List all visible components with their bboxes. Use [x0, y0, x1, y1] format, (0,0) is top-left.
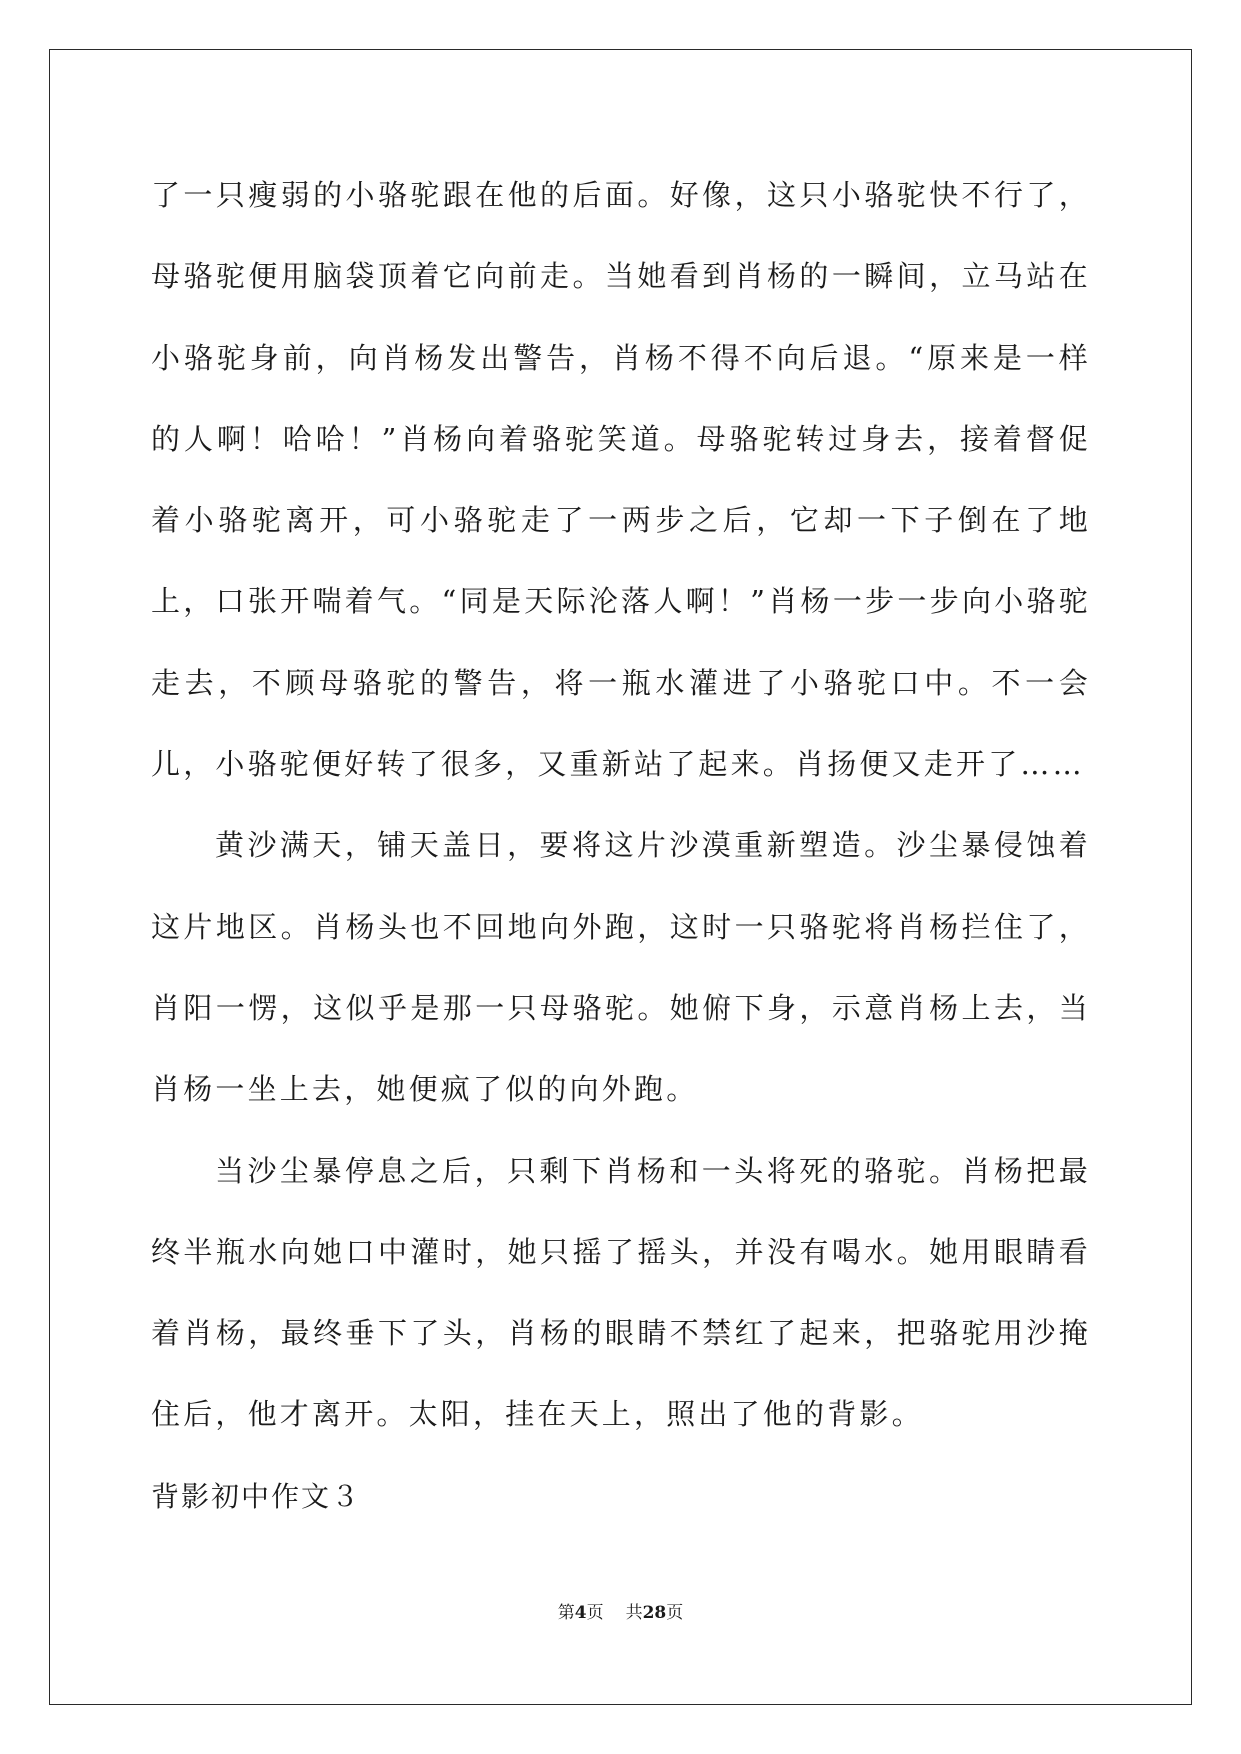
page-footer: [0, 1601, 1241, 1625]
document-body: [151, 155, 1091, 1537]
section-heading: 背影初中作文３: [151, 1479, 362, 1513]
body-paragraph: 了一只瘦弱的小骆驼跟在他的后面。好像，这只小骆驼快不行了，母骆驼便用脑袋顶着它向前走。当她看到肖杨的一瞬间，立马站在小骆驼身前，向肖杨发出警告，肖杨不得不向后退。“原来是一样的人啊！哈哈！”肖杨向着骆驼笑道。母骆驼转过身去，接着督促着小骆驼离开，可小骆驼走了一两步之后，它却一下子倒在了地上，口张开喘着气。“同是天际沦落人啊！”肖杨一步一步向小骆驼走去，不顾母骆驼的警告，将一瓶水灌进了小骆驼口中。不一会儿，小骆驼便好转了很多，又重新站了起来。肖扬便又走开了……: [151, 178, 1091, 782]
body-paragraph: 黄沙满天，铺天盖日，要将这片沙漠重新塑造。沙尘暴侵蚀着这片地区。肖杨头也不回地向外跑，这时一只骆驼将肖杨拦住了，肖阳一愣，这似乎是那一只母骆驼。她俯下身，示意肖杨上去，当肖杨一坐上去，她便疯了似的向外跑。: [151, 828, 1091, 1107]
current-page-number: 4: [574, 1603, 587, 1623]
page-label: 页: [586, 1603, 604, 1623]
total-page-count: 28: [642, 1603, 667, 1623]
page-prefix: 第: [557, 1603, 575, 1623]
total-suffix: 页: [666, 1603, 684, 1623]
body-paragraph: 当沙尘暴停息之后，只剩下肖杨和一头将死的骆驼。肖杨把最终半瓶水向她口中灌时，她只摇了摇头，并没有喝水。她用眼睛看着肖杨，最终垂下了头，肖杨的眼睛不禁红了起来，把骆驼用沙掩住后，他才离开。太阳，挂在天上，照出了他的背影。: [151, 1153, 1091, 1432]
total-prefix: 共: [625, 1603, 643, 1623]
